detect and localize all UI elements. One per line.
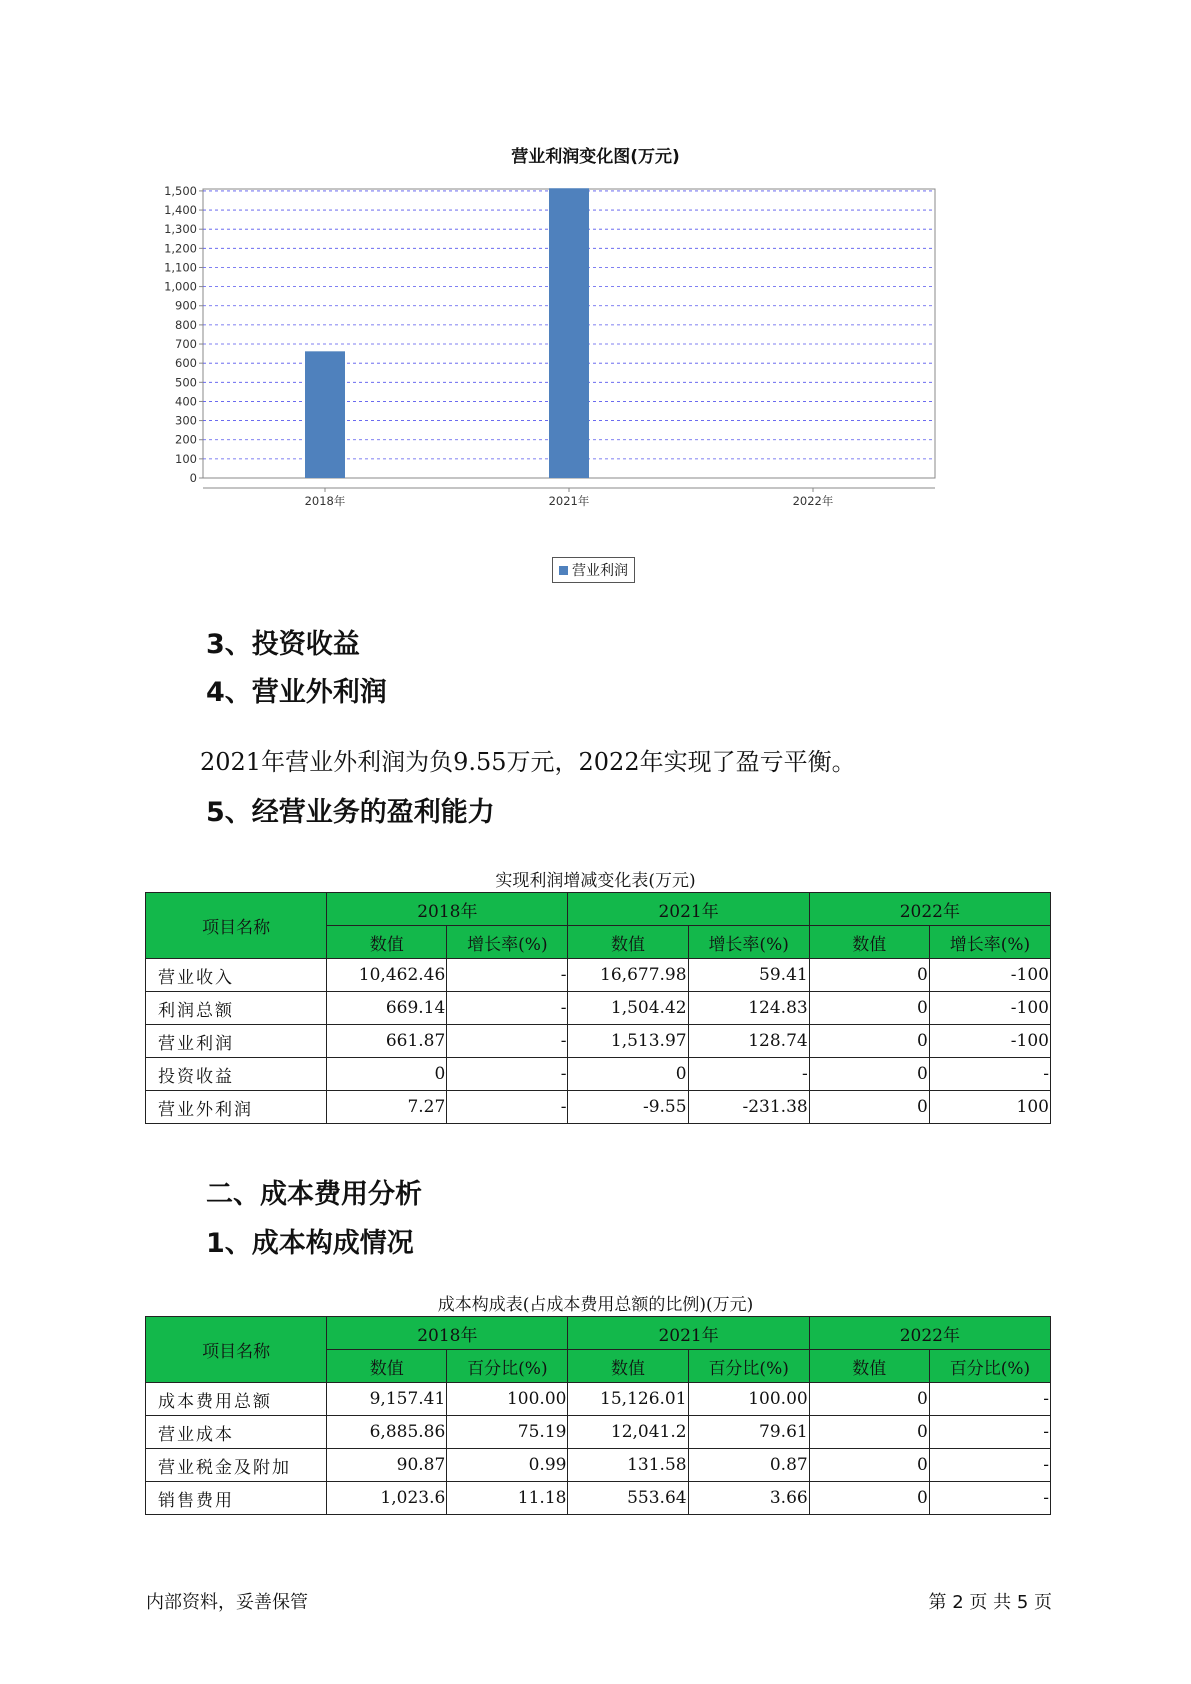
table-cell: - xyxy=(929,1449,1050,1482)
col-header-year: 2021年 xyxy=(568,893,809,926)
heading-cost-analysis: 二、成本费用分析 xyxy=(206,1179,422,1210)
col-header-percent: 百分比(%) xyxy=(929,1350,1050,1383)
table-cell: 11.18 xyxy=(447,1482,568,1515)
table-cell: 0 xyxy=(809,959,929,992)
y-tick-label: 0 xyxy=(189,471,197,485)
y-tick-label: 1,000 xyxy=(164,279,197,294)
table-cell: 0 xyxy=(809,1416,929,1449)
col-header-value: 数值 xyxy=(809,926,929,959)
table-row xyxy=(146,1482,1051,1515)
table1-caption: 实现利润增减变化表(万元) xyxy=(495,871,696,891)
profit-change-table xyxy=(145,892,1051,1124)
table-cell: - xyxy=(447,1025,568,1058)
col-header-year: 2022年 xyxy=(809,1317,1050,1350)
y-tick-label: 600 xyxy=(175,356,197,371)
y-tick-label: 800 xyxy=(175,317,197,332)
table-cell: - xyxy=(929,1058,1050,1091)
table-cell: 0 xyxy=(809,1025,929,1058)
table-row xyxy=(146,1449,1051,1482)
col-header-item-name: 项目名称 xyxy=(146,1317,327,1383)
table-cell: -9.55 xyxy=(568,1091,688,1124)
y-tick-label: 900 xyxy=(175,298,197,313)
table-cell: 0.99 xyxy=(447,1449,568,1482)
table-cell: 1,504.42 xyxy=(568,992,688,1025)
x-tick-label: 2021年 xyxy=(548,494,590,508)
chart-title: 营业利润变化图(万元) xyxy=(511,147,680,167)
col-header-growth: 增长率(%) xyxy=(688,926,809,959)
y-tick-label: 700 xyxy=(175,337,197,352)
table-cell: 0 xyxy=(809,1383,929,1416)
col-header-value: 数值 xyxy=(568,926,688,959)
table-cell: - xyxy=(447,1091,568,1124)
table-cell: 0 xyxy=(809,1449,929,1482)
y-tick-label: 100 xyxy=(175,451,197,466)
y-tick-label: 200 xyxy=(175,432,197,447)
heading-cost-structure: 1、成本构成情况 xyxy=(206,1228,414,1259)
table-cell: 3.66 xyxy=(688,1482,809,1515)
col-header-growth: 增长率(%) xyxy=(447,926,568,959)
table-cell: 100.00 xyxy=(447,1383,568,1416)
y-tick-label: 300 xyxy=(175,413,197,428)
col-header-year: 2018年 xyxy=(327,1317,568,1350)
heading-non-operating-profit: 4、营业外利润 xyxy=(206,677,387,708)
row-label: 利润总额 xyxy=(146,992,327,1025)
table-cell: 100.00 xyxy=(688,1383,809,1416)
table-row xyxy=(146,992,1051,1025)
row-label: 成本费用总额 xyxy=(146,1383,327,1416)
footer-page-number: 第 2 页 共 5 页 xyxy=(928,1592,1052,1613)
table-cell: 128.74 xyxy=(688,1025,809,1058)
table-cell: 661.87 xyxy=(327,1025,447,1058)
table-cell: -100 xyxy=(929,1025,1050,1058)
table-cell: - xyxy=(929,1383,1050,1416)
table-cell: 553.64 xyxy=(568,1482,688,1515)
col-header-year: 2021年 xyxy=(568,1317,809,1350)
table2-caption: 成本构成表(占成本费用总额的比例)(万元) xyxy=(437,1295,754,1315)
legend-label: 营业利润 xyxy=(572,563,628,579)
table-cell: - xyxy=(929,1416,1050,1449)
footer-confidential-note: 内部资料，妥善保管 xyxy=(146,1592,308,1613)
table-cell: 12,041.2 xyxy=(568,1416,688,1449)
table-cell: 9,157.41 xyxy=(327,1383,447,1416)
table-cell: 0 xyxy=(809,1058,929,1091)
non-operating-profit-paragraph: 2021年营业外利润为负9.55万元，2022年实现了盈亏平衡。 xyxy=(200,748,856,776)
table-cell: - xyxy=(447,1058,568,1091)
table-cell: 0.87 xyxy=(688,1449,809,1482)
col-header-value: 数值 xyxy=(327,1350,447,1383)
table-cell: - xyxy=(929,1482,1050,1515)
table-row xyxy=(146,1416,1051,1449)
table-cell: 669.14 xyxy=(327,992,447,1025)
table-row xyxy=(146,1383,1051,1416)
table-cell: 79.61 xyxy=(688,1416,809,1449)
table-cell: 6,885.86 xyxy=(327,1416,447,1449)
table-cell: - xyxy=(688,1058,809,1091)
row-label: 营业税金及附加 xyxy=(146,1449,327,1482)
y-tick-label: 1,300 xyxy=(164,222,197,237)
table-cell: 1,023.6 xyxy=(327,1482,447,1515)
table-row xyxy=(146,1058,1051,1091)
table-cell: 15,126.01 xyxy=(568,1383,688,1416)
table-cell: 0 xyxy=(327,1058,447,1091)
table-cell: 0 xyxy=(809,1482,929,1515)
y-tick-label: 500 xyxy=(175,375,197,390)
x-tick-label: 2022年 xyxy=(792,494,834,508)
table-cell: 131.58 xyxy=(568,1449,688,1482)
table-row xyxy=(146,1091,1051,1124)
table-cell: 0 xyxy=(809,992,929,1025)
table-cell: - xyxy=(447,992,568,1025)
table-cell: -231.38 xyxy=(688,1091,809,1124)
table-row xyxy=(146,1025,1051,1058)
col-header-percent: 百分比(%) xyxy=(688,1350,809,1383)
col-header-value: 数值 xyxy=(568,1350,688,1383)
row-label: 营业成本 xyxy=(146,1416,327,1449)
col-header-growth: 增长率(%) xyxy=(929,926,1050,959)
y-tick-label: 1,200 xyxy=(164,241,197,256)
y-tick-label: 1,400 xyxy=(164,203,197,218)
col-header-year: 2018年 xyxy=(327,893,568,926)
table-cell: 16,677.98 xyxy=(568,959,688,992)
bar-2018年 xyxy=(305,351,345,478)
legend-swatch xyxy=(559,566,568,575)
col-header-item-name: 项目名称 xyxy=(146,893,327,959)
col-header-value: 数值 xyxy=(327,926,447,959)
x-tick-label: 2018年 xyxy=(304,494,346,508)
heading-investment-income: 3、投资收益 xyxy=(206,629,360,660)
table-cell: 90.87 xyxy=(327,1449,447,1482)
col-header-percent: 百分比(%) xyxy=(447,1350,568,1383)
table-cell: 100 xyxy=(929,1091,1050,1124)
table-cell: -100 xyxy=(929,992,1050,1025)
y-tick-label: 1,100 xyxy=(164,260,197,275)
row-label: 营业外利润 xyxy=(146,1091,327,1124)
bar-2021年 xyxy=(549,188,589,478)
heading-profitability: 5、经营业务的盈利能力 xyxy=(206,797,495,828)
table-cell: -100 xyxy=(929,959,1050,992)
table-cell: - xyxy=(447,959,568,992)
chart-legend xyxy=(552,557,635,583)
row-label: 营业利润 xyxy=(146,1025,327,1058)
row-label: 销售费用 xyxy=(146,1482,327,1515)
table-cell: 7.27 xyxy=(327,1091,447,1124)
row-label: 投资收益 xyxy=(146,1058,327,1091)
row-label: 营业收入 xyxy=(146,959,327,992)
col-header-value: 数值 xyxy=(809,1350,929,1383)
y-tick-label: 1,500 xyxy=(164,183,197,198)
table-row xyxy=(146,959,1051,992)
table-cell: 1,513.97 xyxy=(568,1025,688,1058)
table-cell: 124.83 xyxy=(688,992,809,1025)
table-cell: 0 xyxy=(568,1058,688,1091)
y-tick-label: 400 xyxy=(175,394,197,409)
operating-profit-bar-chart xyxy=(150,180,1030,540)
table-cell: 0 xyxy=(809,1091,929,1124)
col-header-year: 2022年 xyxy=(809,893,1050,926)
cost-structure-table xyxy=(145,1316,1051,1515)
table-cell: 59.41 xyxy=(688,959,809,992)
table-cell: 10,462.46 xyxy=(327,959,447,992)
table-cell: 75.19 xyxy=(447,1416,568,1449)
